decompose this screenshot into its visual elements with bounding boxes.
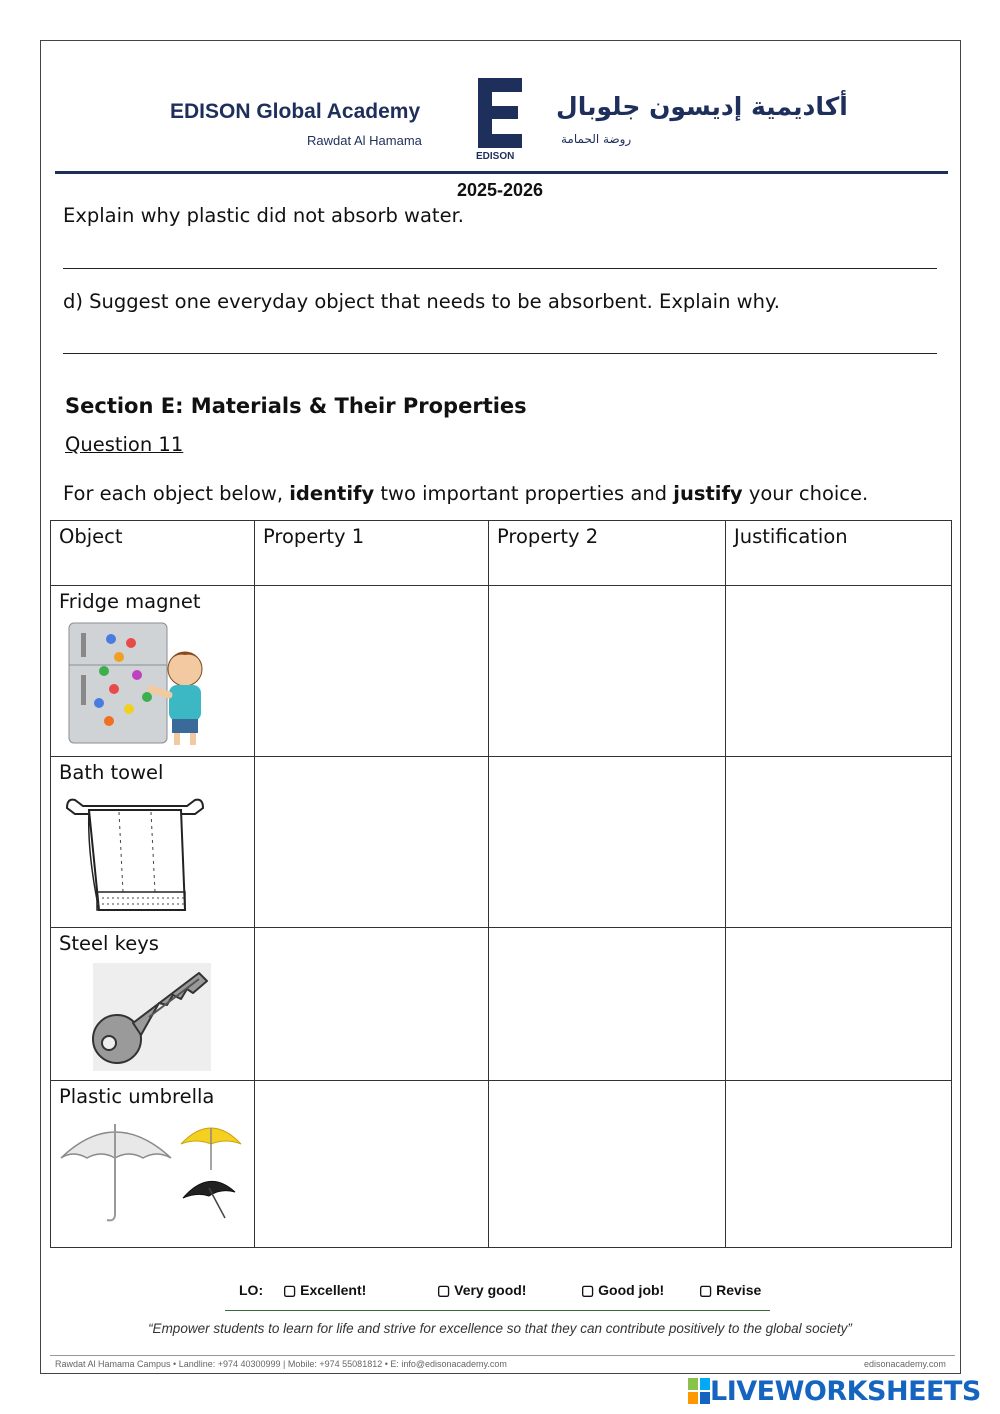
footer-divider xyxy=(225,1310,770,1311)
header-property-2: Property 2 xyxy=(489,521,726,586)
contact-divider xyxy=(50,1355,955,1356)
answer-line-c[interactable] xyxy=(63,268,937,269)
rating-revise[interactable]: ▢ Revise xyxy=(699,1282,762,1298)
property-1-cell[interactable] xyxy=(255,757,489,928)
instruction: For each object below, identify two important properties and justify your choice. xyxy=(63,482,869,505)
property-1-cell[interactable] xyxy=(255,1081,489,1248)
contact-info: Rawdat Al Hamama Campus • Landline: +974 40300999 | Mobile: +974 55081812 • E: info@edisonacademy.com xyxy=(55,1359,507,1369)
table-row xyxy=(51,1081,952,1248)
liveworksheets-text: LIVEWORKSHEETS xyxy=(710,1375,981,1407)
logo-label: EDISON xyxy=(476,151,515,162)
object-cell xyxy=(51,1081,255,1248)
header-property-1: Property 1 xyxy=(255,521,489,586)
object-name: Plastic umbrella xyxy=(59,1085,215,1108)
header-justification: Justification xyxy=(726,521,952,586)
umbrella-icon xyxy=(59,1116,249,1230)
property-2-cell[interactable] xyxy=(489,1081,726,1248)
key-icon xyxy=(59,963,211,1073)
object-name: Bath towel xyxy=(59,761,164,784)
justification-cell[interactable] xyxy=(726,928,952,1081)
table-row xyxy=(51,928,952,1081)
property-2-cell[interactable] xyxy=(489,586,726,757)
justification-cell[interactable] xyxy=(726,757,952,928)
website: edisonacademy.com xyxy=(864,1359,946,1369)
academic-year: 2025-2026 xyxy=(456,180,544,200)
answer-line-d[interactable] xyxy=(63,353,937,354)
table-header-row xyxy=(51,521,952,586)
section-title: Section E: Materials & Their Properties xyxy=(65,394,527,418)
header-object: Object xyxy=(51,521,255,586)
lo-label: LO: xyxy=(239,1282,264,1298)
object-cell xyxy=(51,586,255,757)
school-name-ar: أكاديمية إديسون جلوبال xyxy=(556,92,848,121)
campus-name-ar: روضة الحمامة xyxy=(561,132,632,146)
rating-very-good[interactable]: ▢ Very good! xyxy=(437,1282,527,1298)
question-d-text: d) Suggest one everyday object that needs to be absorbent. Explain why. xyxy=(63,290,780,313)
school-name-en: EDISON Global Academy xyxy=(170,100,421,123)
bath-towel-icon xyxy=(59,792,211,920)
fridge-magnet-icon xyxy=(59,621,211,749)
property-1-cell[interactable] xyxy=(255,586,489,757)
school-motto: “Empower students to learn for life and strive for excellence so that they can contribute positively to the global society” xyxy=(148,1321,852,1336)
table-row xyxy=(51,586,952,757)
property-2-cell[interactable] xyxy=(489,928,726,1081)
object-name: Fridge magnet xyxy=(59,590,201,613)
property-1-cell[interactable] xyxy=(255,928,489,1081)
object-cell xyxy=(51,928,255,1081)
properties-table xyxy=(50,520,952,1248)
header-divider xyxy=(55,171,948,174)
campus-name-en: Rawdat Al Hamama xyxy=(307,133,422,148)
property-2-cell[interactable] xyxy=(489,757,726,928)
liveworksheets-brand xyxy=(688,1376,981,1406)
rating-good-job[interactable]: ▢ Good job! xyxy=(581,1282,665,1298)
justification-cell[interactable] xyxy=(726,1081,952,1248)
question-label: Question 11 xyxy=(65,433,184,456)
justification-cell[interactable] xyxy=(726,586,952,757)
question-c-text: Explain why plastic did not absorb water. xyxy=(63,204,464,227)
object-name: Steel keys xyxy=(59,932,159,955)
object-cell xyxy=(51,757,255,928)
liveworksheets-logo-icon xyxy=(688,1378,710,1404)
rating-excellent[interactable]: ▢ Excellent! xyxy=(283,1282,367,1298)
table-row xyxy=(51,757,952,928)
